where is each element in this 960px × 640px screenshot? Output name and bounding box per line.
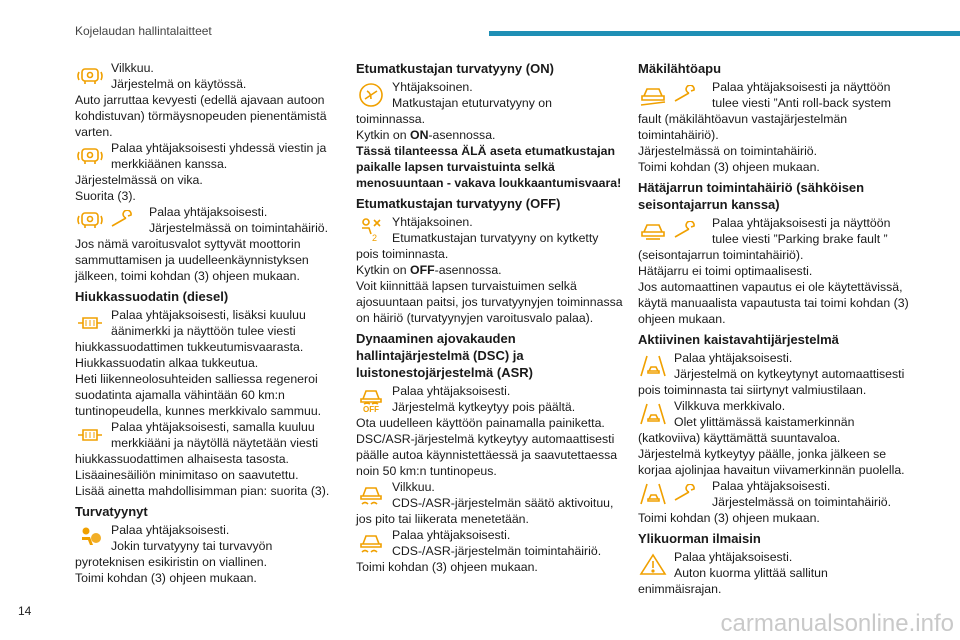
lane-fault-block <box>638 478 910 510</box>
text-line: Palaa yhtäjaksoisesti yhdessä viestin ja merkkiäänen kanssa. <box>111 141 327 171</box>
text-line: Palaa yhtäjaksoisesti. <box>111 523 230 537</box>
paragraph: (seisontajarrun toimintahäiriö). <box>638 248 804 262</box>
text-line: Järjestelmässä on toimintahäiriö. <box>712 495 892 509</box>
collision-fault-block <box>75 140 337 172</box>
text-line: Matkustajan etuturvatyyny on <box>392 96 552 110</box>
filter-additive-block <box>75 419 337 451</box>
collision-fault-icon <box>75 142 105 170</box>
paragraph: Järjestelmä kytkeytyy päälle, jonka jälkeen se korjaa ajolinjaa havaitun viivamerkinnän puolella. <box>638 447 905 477</box>
column-1 <box>75 60 337 586</box>
text-line: Järjestelmä on käytössä. <box>111 77 247 91</box>
collision-warning-icon <box>75 62 105 90</box>
text-line: Järjestelmässä on toimintahäiriö. <box>149 221 329 235</box>
paragraph: Jos automaattinen vapautus ei ole käytettävissä, käytä manuaalista vapautusta tai toimi kohdan (3) ohjeen mukaan. <box>638 280 909 326</box>
text-line: Yhtäjaksoinen. <box>392 80 473 94</box>
paragraph: pyroteknisen esikiristin on viallinen. <box>75 555 268 569</box>
text-fragment: Kytkin on <box>356 263 410 277</box>
brake-fault-block <box>638 215 910 247</box>
text-line: Palaa yhtäjaksoisesti. <box>674 351 793 365</box>
column-2 <box>356 60 624 575</box>
text-line: Palaa yhtäjaksoisesti. <box>674 550 793 564</box>
paragraph: Toimi kohdan (3) ohjeen mukaan. <box>356 560 538 574</box>
svg-text:2: 2 <box>372 233 378 243</box>
paragraph: Ota uudelleen käyttöön painamalla painiketta. DSC/ASR-järjestelmä kytkeytyy automaattisesti päälle autoa käynnistettäessä ja saavutettaessa noin 50 km:n tuntinopeus. <box>356 416 618 478</box>
warning-paragraph: Tässä tilanteessa ÄLÄ aseta etumatkustajan paikalle lapsen turvaistuinta selkä menosuuntaan - vakava loukkaantumisvaara! <box>356 144 622 190</box>
paragraph: Lisäainesäiliön minimitaso on saavutettu. <box>75 468 299 482</box>
paragraph: hiukkassuodattimen alhaisesta tasosta. <box>75 452 289 466</box>
section-heading-airbags: Turvatyynyt <box>75 504 148 519</box>
text-line: Vilkkuu. <box>392 480 435 494</box>
dsc-flashing-block <box>356 479 624 511</box>
paragraph: enimmäisrajan. <box>638 582 722 596</box>
paragraph: Hiukkassuodatin alkaa tukkeutua. <box>75 356 259 370</box>
section-heading-emergency-brake: Hätäjarrun toimintahäiriö (sähköisen seisontajarrun kanssa) <box>638 180 865 212</box>
text-line: Palaa yhtäjaksoisesti ja näyttöön tulee viesti ”Parking brake fault ” <box>712 216 891 246</box>
header-title: Kojelaudan hallintalaitteet <box>75 24 212 38</box>
paragraph: Voit kiinnittää lapsen turvaistuimen selkä ajosuuntaan paitsi, jos turvatyynyjen toiminnassa on häiriö (turvatyynyjen varoitusvalo palaa). <box>356 279 623 325</box>
collision-malfunction-block <box>75 204 337 236</box>
hill-start-block <box>638 79 910 111</box>
collision-flashing-block <box>75 60 337 92</box>
particle-filter-icon <box>75 309 105 337</box>
section-heading-airbag-off: Etumatkustajan turvatyyny (OFF) <box>356 196 561 211</box>
section-heading-dsc-asr: Dynaaminen ajovakauden hallintajärjestelmä (DSC) ja luistonestojärjestelmä (ASR) <box>356 331 533 380</box>
airbag-on-block <box>356 79 624 111</box>
paragraph: Toimi kohdan (3) ohjeen mukaan. <box>638 511 820 525</box>
text-line: Auton kuorma ylittää sallitun <box>674 566 828 580</box>
section-heading-lane-keeping: Aktiivinen kaistavahtijärjestelmä <box>638 332 839 347</box>
paragraph: Toimi kohdan (3) ohjeen mukaan. <box>75 571 257 585</box>
text-line: Palaa yhtäjaksoisesti. <box>712 479 831 493</box>
text-fragment: -asennossa. <box>434 263 502 277</box>
watermark: carmanualsonline.info <box>720 610 954 637</box>
paragraph: Auto jarruttaa kevyesti (edellä ajavaan autoon kohdistuvan) törmäysnopeuden pienentämistä varten. <box>75 93 327 139</box>
airbag-icon <box>75 524 105 552</box>
passenger-airbag-on-icon <box>356 81 386 109</box>
section-heading-airbag-on: Etumatkustajan turvatyyny (ON) <box>356 61 554 76</box>
paragraph: pois toiminnasta. <box>356 247 449 261</box>
page-number: 14 <box>18 604 32 618</box>
section-heading-hill-start: Mäkilähtöapu <box>638 61 722 76</box>
paragraph: Järjestelmässä on vika. <box>75 173 203 187</box>
text-line: Etumatkustajan turvatyyny on kytketty <box>392 231 599 245</box>
particle-filter-icon <box>75 421 105 449</box>
text-line: Järjestelmä kytkeytyy pois päältä. <box>392 400 576 414</box>
text-line: Palaa yhtäjaksoisesti. <box>392 528 511 542</box>
text-line: Palaa yhtäjaksoisesti. <box>392 384 511 398</box>
lane-keeping-icon <box>638 352 668 380</box>
text-fragment: -asennossa. <box>428 128 496 142</box>
lane-standby-block <box>638 350 910 382</box>
paragraph: Toimi kohdan (3) ohjeen mukaan. <box>638 160 820 174</box>
text-line: Jokin turvatyyny tai turvavyön <box>111 539 273 553</box>
lane-keeping-icon <box>638 400 668 428</box>
text-line: CDS-/ASR-järjestelmän säätö aktivoituu, <box>392 496 614 510</box>
paragraph: Hätäjarru ei toimi optimaalisesti. <box>638 264 813 278</box>
section-heading-overload: Ylikuorman ilmaisin <box>638 531 761 546</box>
text-line: Palaa yhtäjaksoisesti, lisäksi kuuluu äänimerkki ja näyttöön tulee viesti <box>111 308 306 338</box>
overload-block <box>638 549 910 581</box>
off-text: OFF <box>363 405 379 414</box>
header-accent-bar <box>489 31 960 36</box>
passenger-airbag-off-icon <box>356 216 386 244</box>
text-line: Palaa yhtäjaksoisesti ja näyttöön tulee viesti ”Anti roll-back system <box>712 80 892 110</box>
dsc-icon <box>356 481 386 509</box>
text-line: Yhtäjaksoinen. <box>392 215 473 229</box>
hill-start-wrench-icon <box>638 81 706 109</box>
text-fragment: Kytkin on <box>356 128 410 142</box>
paragraph: jos pito tai liikerata menetetään. <box>356 512 529 526</box>
text-line: Palaa yhtäjaksoisesti, samalla kuuluu merkkiääni ja näytöllä näytetään viesti <box>111 420 319 450</box>
paragraph: Heti liikenneolosuhteiden salliessa regeneroi suodatinta ajamalla vähintään 60 km:n tuntinopeudella, kunnes merkkivalo sammuu. <box>75 372 322 418</box>
off-label: OFF <box>410 263 435 277</box>
dsc-off-icon <box>356 385 386 415</box>
text-line: Järjestelmä on kytkeytynyt automaattisesti <box>674 367 905 381</box>
section-heading-particle-filter: Hiukkassuodatin (diesel) <box>75 289 229 304</box>
paragraph: Järjestelmässä on toimintahäiriö. <box>638 144 818 158</box>
on-label: ON <box>410 128 429 142</box>
dsc-fault-block <box>356 527 624 559</box>
switch-off-paragraph <box>356 262 624 278</box>
lane-crossing-block <box>638 398 910 430</box>
collision-wrench-icon <box>75 206 143 234</box>
airbag-off-block <box>356 214 624 246</box>
paragraph: Jos nämä varoitusvalot syttyvät moottorin sammuttamisen ja uudelleenkäynnistyksen jälkeen, toimi kohdan (3) ohjeen mukaan. <box>75 237 309 283</box>
paragraph: toiminnassa. <box>356 112 426 126</box>
paragraph: Lisää ainetta mahdollisimman pian: suorita (3). <box>75 484 330 498</box>
text-line: Vilkkuu. <box>111 61 154 75</box>
brake-wrench-icon <box>638 217 706 245</box>
airbag-fault-block <box>75 522 337 554</box>
text-line: CDS-/ASR-järjestelmän toimintahäiriö. <box>392 544 602 558</box>
paragraph: (katkoviiva) käyttämättä suuntavaloa. <box>638 431 841 445</box>
switch-on-paragraph <box>356 127 624 143</box>
paragraph: fault (mäkilähtöavun vastajärjestelmän toimintahäiriö). <box>638 112 848 142</box>
paragraph: Suorita (3). <box>75 189 136 203</box>
dsc-icon <box>356 529 386 557</box>
dsc-off-block <box>356 383 624 415</box>
overload-warning-icon <box>638 551 668 579</box>
text-line: Olet ylittämässä kaistamerkinnän <box>674 415 855 429</box>
column-3 <box>638 60 910 597</box>
filter-clogging-block <box>75 307 337 339</box>
text-line: Vilkkuva merkkivalo. <box>674 399 786 413</box>
lane-keeping-wrench-icon <box>638 480 706 508</box>
paragraph: hiukkassuodattimen tukkeutumisvaarasta. <box>75 340 304 354</box>
paragraph: pois toiminnasta tai siirtynyt valmiustilaan. <box>638 383 867 397</box>
text-line: Palaa yhtäjaksoisesti. <box>149 205 268 219</box>
